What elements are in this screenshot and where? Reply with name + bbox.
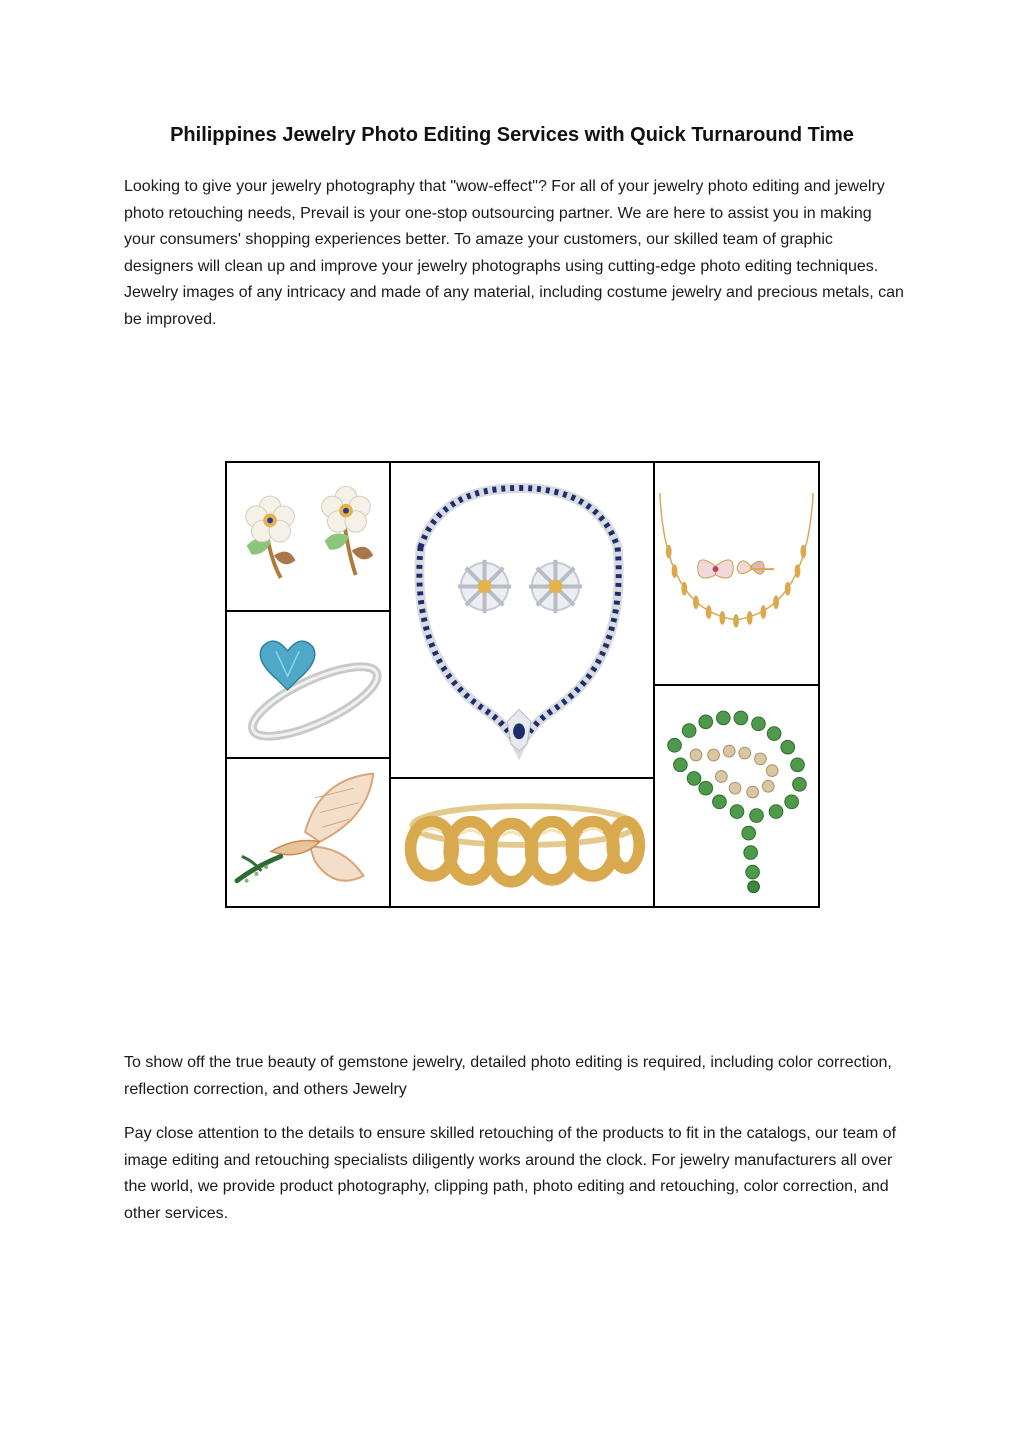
sapphire-necklace-and-earrings-photo bbox=[389, 461, 655, 779]
gold-chain-bracelet-photo bbox=[389, 777, 655, 908]
services-paragraph: Pay close attention to the details to ensure skilled retouching of the products to fit in the catalogs, our team of image editing and retouching specialists diligently works around the clock. For jewelry manufacturers all over the world, we provide product photography, clipping path, photo editing and retouching, color correction, and other services. bbox=[124, 1125, 897, 1222]
left-flower-earring bbox=[246, 496, 296, 578]
butterfly-brooch-photo bbox=[225, 757, 391, 908]
gold-necklace-with-butterfly-studs-photo bbox=[653, 461, 820, 686]
intro-paragraph: Looking to give your jewelry photography that "wow-effect"? For all of your jewelry photo editing and jewelry photo retouching needs, Prevail is your one-stop outsourcing partner. We are here to assist you in making your consumers' shopping experiences better. To amaze your customers, our skilled team of graphic designers will clean up and improve your jewelry photographs using cutting-edge photo editing techniques. Jewelry images of any intricacy and made of any material, including costume jewelry and precious metals, can be improved. bbox=[124, 178, 904, 328]
right-starburst-earring bbox=[529, 560, 582, 613]
right-flower-earring bbox=[322, 486, 374, 575]
gemstone-paragraph: To show off the true beauty of gemstone jewelry, detailed photo editing is required, including color correction, reflection correction, and others Jewelry bbox=[124, 1054, 892, 1098]
green-bead-necklace-photo bbox=[653, 684, 820, 908]
page-title: Philippines Jewelry Photo Editing Services with Quick Turnaround Time bbox=[170, 124, 854, 146]
left-starburst-earring bbox=[458, 560, 511, 613]
flower-earrings-photo bbox=[225, 461, 391, 612]
butterfly-stud-right bbox=[737, 561, 774, 574]
butterfly-stud-left bbox=[698, 560, 733, 578]
jewelry-photo-collage bbox=[225, 461, 820, 908]
blue-topaz-heart-ring-photo bbox=[225, 610, 391, 759]
